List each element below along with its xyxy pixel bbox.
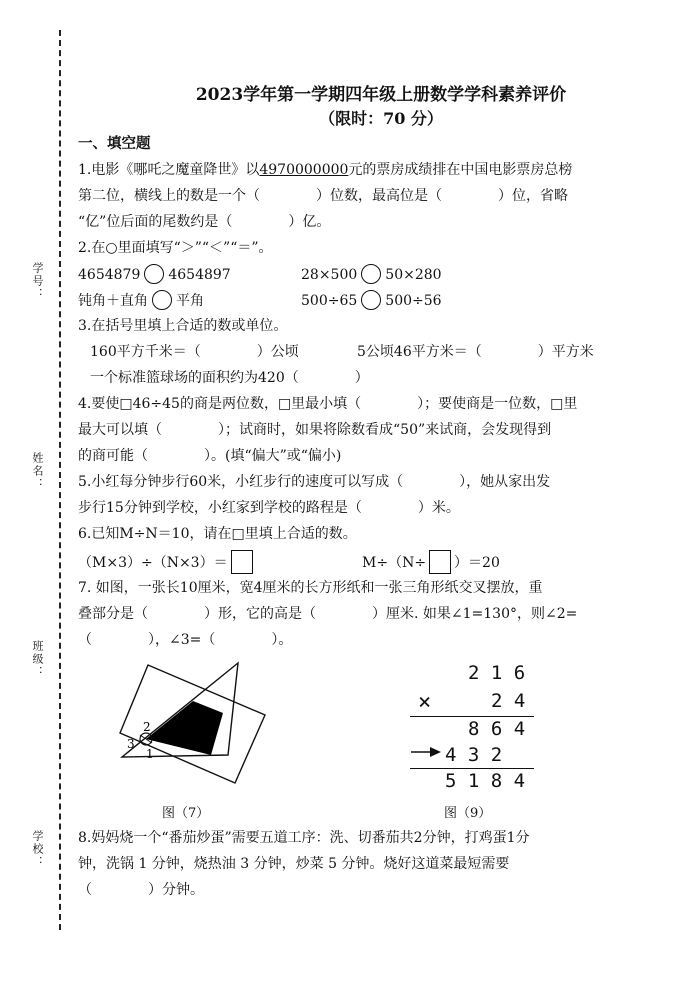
mult-partial-1: 8 6 4 <box>468 718 526 740</box>
page-title: 2023学年第一学期四年级上册数学学科素养评价 <box>195 85 567 105</box>
mult-line-1 <box>410 716 534 717</box>
question-3-c: 一个标准篮球场的面积约为420（ ） <box>90 370 369 386</box>
compare-circle[interactable] <box>361 290 381 310</box>
question-6-stem: 6.已知M÷N＝10，请在□里填上合适的数。 <box>78 526 357 542</box>
question-5-line-2: 步行15分钟到学校，小红家到学校的路程是（ ）米。 <box>78 500 460 516</box>
question-1-line-2: 第二位，横线上的数是一个（ ）位数，最高位是（ ）位，省略 <box>78 188 568 204</box>
question-1-line-3: “亿”位后面的尾数约是（ ）亿。 <box>78 214 331 230</box>
question-7-line-2: 叠部分是（ ）形，它的高是（ ）厘米. 如果∠1=130°，则∠2= <box>78 606 578 622</box>
school-label: 学校： <box>31 830 44 869</box>
mult-line-2 <box>410 768 534 769</box>
question-7-line-3: （ ），∠3=（ ）。 <box>78 632 293 648</box>
question-3-b: 5公顷46平方米＝（ ）平方米 <box>357 344 594 360</box>
question-7-line-1: 7. 如图，一张长10厘米，宽4厘米的长方形纸和一张三角形纸交叉摆放，重 <box>78 580 543 596</box>
answer-box[interactable] <box>429 550 451 574</box>
figure-7-diagram <box>110 655 280 790</box>
angle-3-label: 3 <box>127 737 135 751</box>
question-4-line-2: 最大可以填（ ）；试商时，如果将除数看成“50”来试商，会发现得到 <box>78 422 552 438</box>
question-2-compare-a: 4654879 4654897 <box>78 264 231 285</box>
question-2-compare-b: 28×500 50×280 <box>301 264 442 285</box>
angle-1-label: 1 <box>146 747 154 761</box>
compare-circle[interactable] <box>144 264 164 284</box>
name-label: 姓名： <box>31 452 44 491</box>
angle-2-label: 2 <box>143 720 151 734</box>
question-2-compare-c: 钝角＋直角 平角 <box>78 290 204 311</box>
question-8-line-3: （ ）分钟。 <box>78 882 204 898</box>
question-1-line-1: 1.电影《哪吒之魔童降世》以4970000000元的票房成绩排在中国电影票房总榜 <box>78 162 573 178</box>
binding-dashed-line <box>59 30 61 930</box>
mult-product: 5 1 8 4 <box>445 770 526 792</box>
question-4-line-3: 的商可能（ ）。(填“偏大”或“偏小) <box>78 448 342 464</box>
question-6-b: M÷（N÷ ）＝20 <box>362 550 500 574</box>
mult-partial-2: 4 3 2 <box>445 744 503 766</box>
question-4-line-1: 4.要使□46÷45的商是两位数，□里最小填（ ）；要使商是一位数，□里 <box>78 396 578 412</box>
student-number-label: 学号： <box>31 262 44 301</box>
answer-box[interactable] <box>231 550 253 574</box>
question-2-compare-d: 500÷65 500÷56 <box>301 290 442 311</box>
arrow-right-icon <box>410 744 444 760</box>
page-subtitle: （限时：70 分） <box>319 109 443 128</box>
compare-circle[interactable] <box>152 290 172 310</box>
section-heading: 一、填空题 <box>78 135 151 152</box>
question-3-stem: 3.在括号里填上合适的数或单位。 <box>78 318 288 334</box>
class-label: 班级： <box>31 640 44 679</box>
mult-multiplier: 2 4 <box>491 690 526 712</box>
question-8-line-1: 8.妈妈烧一个“番茄炒蛋”需要五道工序：洗、切番茄共2分钟，打鸡蛋1分 <box>78 830 530 846</box>
question-2-stem: 2.在○里面填写“＞”“＜”“＝”。 <box>78 240 273 256</box>
question-5-line-1: 5.小红每分钟步行60米，小红步行的速度可以写成（ ），她从家出发 <box>78 474 551 490</box>
question-3-a: 160平方千米＝（ ）公顷 <box>90 344 299 360</box>
figure-9-caption: 图（9） <box>444 806 492 821</box>
question-8-line-2: 钟，洗锅 1 分钟，烧热油 3 分钟，炒菜 5 分钟。烧好这道菜最短需要 <box>78 856 510 872</box>
mult-multiplicand: 2 1 6 <box>468 662 526 684</box>
compare-circle[interactable] <box>361 264 381 284</box>
figure-7-caption: 图（7） <box>162 806 210 821</box>
question-6-a: （M×3）÷（N×3）＝ <box>78 550 256 574</box>
mult-operator: × <box>418 690 432 715</box>
